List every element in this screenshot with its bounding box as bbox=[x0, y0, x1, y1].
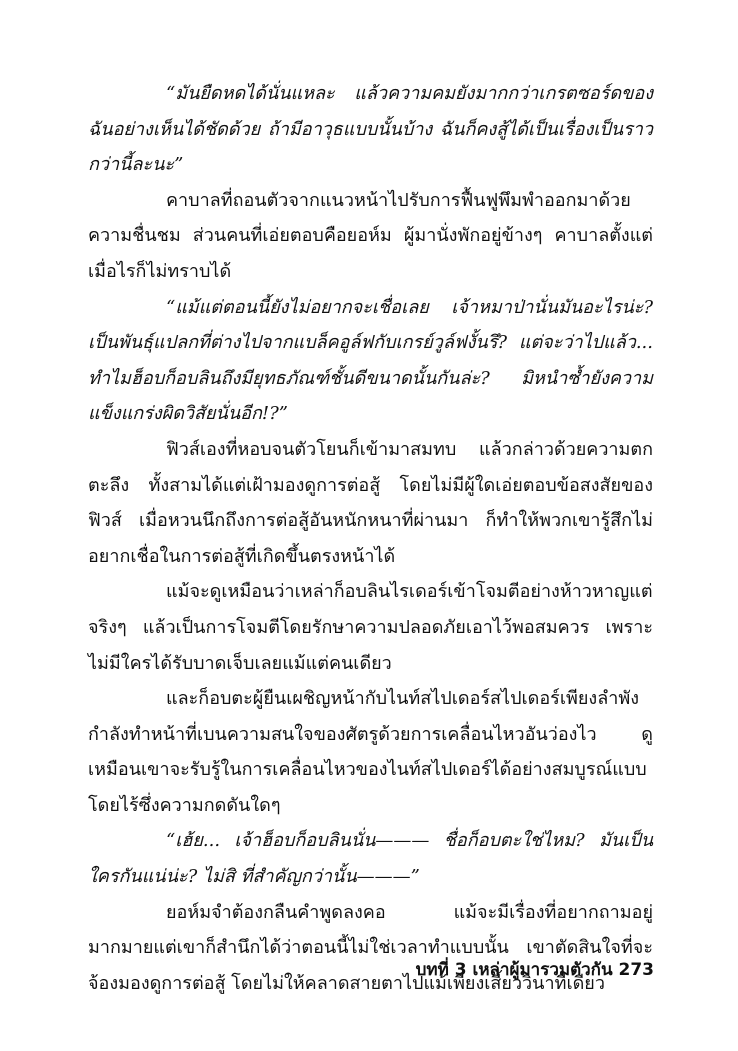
narration-paragraph: ฟิวส์เองที่หอบจนตัวโยนก็เข้ามาสมทบ แล้วกล่าวด้วยความตกตะลึง ทั้งสามได้แต่เฝ้ามองดูการต่อสู้ โดยไม่มีผู้ใดเอ่ยตอบข้อสงสัยของฟิวส์ เมื่อหวนนึกถึงการต่อสู้อันหนักหนาที่ผ่านมา ก็ทำให้พวกเขารู้สึกไม่อยากเชื่อในการต่อสู้ที่เกิดขึ้นตรงหน้าได้ bbox=[88, 438, 653, 567]
narration-paragraph: คาบาลที่ถอนตัวจากแนวหน้าไปรับการฟื้นฟูพึมพำออกมาด้วยความชื่นชม ส่วนคนที่เอ่ยตอบคือยอห์ม ผู้มานั่งพักอยู่ข้างๆ คาบาลตั้งแต่เมื่อไรก็ไม่ทราบได้ bbox=[88, 189, 653, 282]
page-body bbox=[88, 76, 653, 1001]
narration-paragraph: และก็อบตะผู้ยืนเผชิญหน้ากับไนท์สไปเดอร์สไปเดอร์เพียงลำพังกำลังทำหน้าที่เบนความสนใจของศัตรูด้วยการเคลื่อนไหวอันว่องไว ดูเหมือนเขาจะรับรู้ในการเคลื่อนไหวของไนท์สไปเดอร์ได้อย่างสมบูรณ์แบบ โดยไร้ซึ่งความกดดันใดๆ bbox=[88, 688, 653, 816]
dialogue-paragraph: “เฮ้ย... เจ้าฮ็อบก็อบลินนั่น——— ชื่อก็อบตะใช่ไหม? มันเป็นใครกันแน่น่ะ? ไม่สิ ที่สำคัญกว่านั้น———” bbox=[88, 830, 653, 888]
narration-paragraph: ยอห์มจำต้องกลืนคำพูดลงคอ แม้จะมีเรื่องที่อยากถามอยู่มากมายแต่เขาก็สำนึกได้ว่าตอนนี้ไม่ใช่เวลาทำแบบนั้น เขาตัดสินใจที่จะจ้องมองดูการต่อสู้ โดยไม่ให้คลาดสายตาไปแม้เพียงเสี้ยววินาทีเดียว bbox=[88, 901, 653, 994]
dialogue-paragraph: “มันยืดหดได้นั่นแหละ แล้วความคมยังมากกว่าเกรตซอร์ดของฉันอย่างเห็นได้ชัดด้วย ถ้ามีอาวุธแบบนั้นบ้าง ฉันก็คงสู้ได้เป็นเรื่องเป็นราวกว่านี้ละนะ” bbox=[88, 83, 653, 176]
narration-paragraph: แม้จะดูเหมือนว่าเหล่าก็อบลินไรเดอร์เข้าโจมตีอย่างห้าวหาญแต่จริงๆ แล้วเป็นการโจมตีโดยรักษาความปลอดภัยเอาไว้พอสมควร เพราะไม่มีใครได้รับบาดเจ็บเลยแม้แต่คนเดียว bbox=[88, 581, 653, 674]
page-footer: บทที่ 3 เหล่าผู้มารวมตัวกัน 273 bbox=[415, 960, 654, 980]
dialogue-paragraph: “แม้แต่ตอนนี้ยังไม่อยากจะเชื่อเลย เจ้าหมาป่านั่นมันอะไรน่ะ? เป็นพันธุ์แปลกที่ต่างไปจากแบล็คอูล์ฟกับเกรย์วูล์ฟงั้นรึ? แต่จะว่าไปแล้ว... ทำไมฮ็อบก็อบลินถึงมียุทธภัณฑ์ชั้นดีขนาดนั้นกันล่ะ? มิหนำซ้ำยังความแข็งแกร่งผิดวิสัยนั่นอีก!?” bbox=[88, 296, 653, 425]
